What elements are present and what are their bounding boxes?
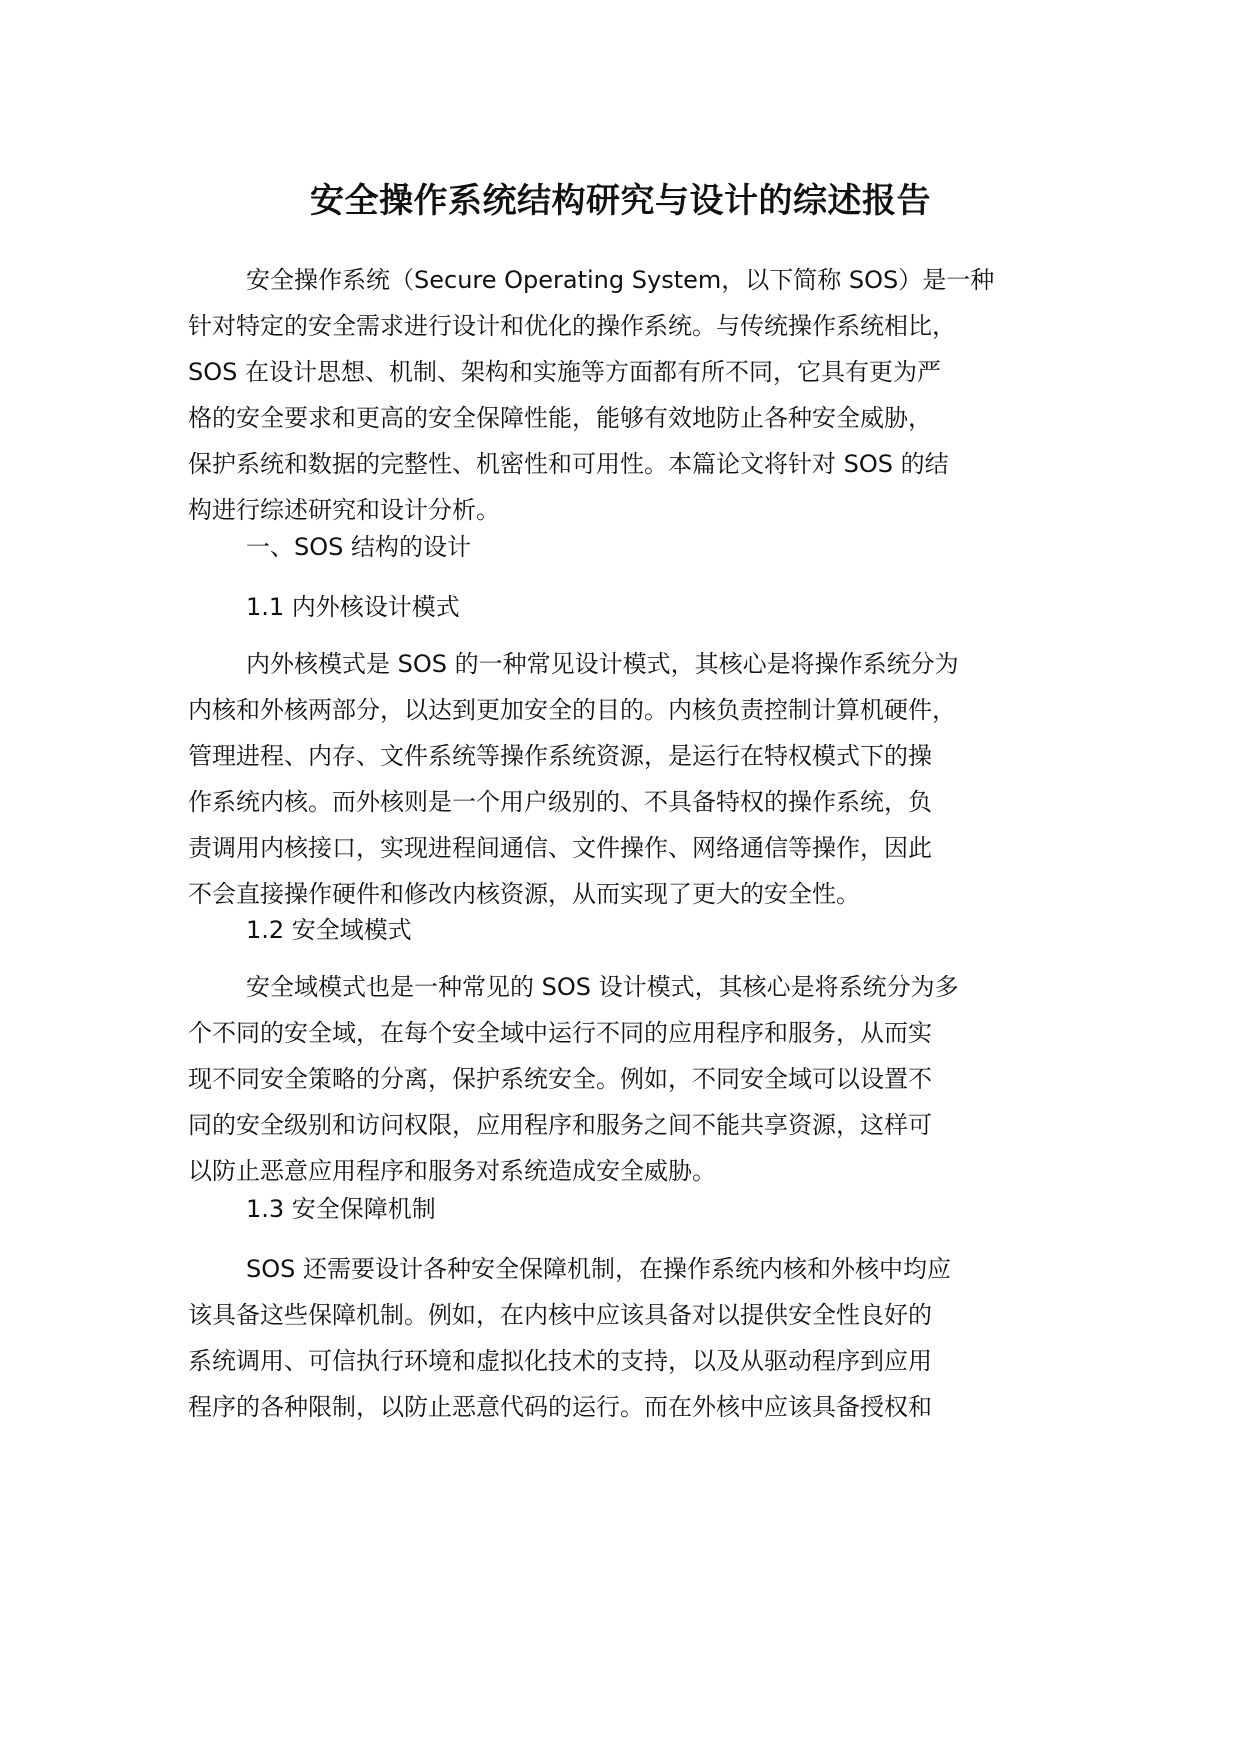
- paragraph-line: 程序的各种限制，以防止恶意代码的运行。而在外核中应该具备授权和: [188, 1393, 932, 1421]
- document-title: 安全操作系统结构研究与设计的综述报告: [310, 181, 931, 221]
- paragraph-line: 管理进程、内存、文件系统等操作系统资源，是运行在特权模式下的操: [188, 742, 932, 770]
- paragraph-line: 现不同安全策略的分离，保护系统安全。例如，不同安全域可以设置不: [188, 1065, 932, 1093]
- paragraph-line: 责调用内核接口，实现进程间通信、文件操作、网络通信等操作，因此: [188, 834, 932, 862]
- paragraph-line: 针对特定的安全需求进行设计和优化的操作系统。与传统操作系统相比，: [188, 312, 956, 340]
- paragraph-line: 内核和外核两部分，以达到更加安全的目的。内核负责控制计算机硬件，: [188, 696, 956, 724]
- section-heading: [188, 524, 1080, 570]
- paragraph-line: 系统调用、可信执行环境和虚拟化技术的支持，以及从驱动程序到应用: [188, 1347, 932, 1375]
- paragraph-line: 保护系统和数据的完整性、机密性和可用性。本篇论文将针对 SOS 的结: [188, 450, 949, 478]
- paragraph-line: 构进行综述研究和设计分析。: [188, 496, 500, 524]
- paragraph-line: 以防止恶意应用程序和服务对系统造成安全威胁。: [188, 1157, 716, 1185]
- paragraph-line: 内外核模式是 SOS 的一种常见设计模式，其核心是将操作系统分为: [246, 650, 959, 678]
- subsection-heading-1-3: [188, 1186, 1080, 1232]
- paragraph-line: 该具备这些保障机制。例如，在内核中应该具备对以提供安全性良好的: [188, 1301, 932, 1329]
- intro-paragraph: [188, 257, 1080, 533]
- paragraph-1-1: [188, 641, 1080, 917]
- paragraph-line: 安全操作系统（Secure Operating System，以下简称 SOS）是一种: [246, 266, 995, 294]
- subsection-heading-text: 1.2 安全域模式: [246, 916, 412, 944]
- paragraph-line: 不会直接操作硬件和修改内核资源，从而实现了更大的安全性。: [188, 880, 860, 908]
- subsection-heading-text: 1.1 内外核设计模式: [246, 593, 460, 621]
- paragraph-line: 安全域模式也是一种常见的 SOS 设计模式，其核心是将系统分为多: [246, 973, 959, 1001]
- paragraph-line: SOS 还需要设计各种安全保障机制，在操作系统内核和外核中均应: [246, 1255, 951, 1283]
- subsection-heading-1-2: [188, 907, 1080, 953]
- paragraph-line: 作系统内核。而外核则是一个用户级别的、不具备特权的操作系统，负: [188, 788, 932, 816]
- section-heading-text: 一、SOS 结构的设计: [246, 533, 471, 561]
- paragraph-1-3: [188, 1246, 1080, 1430]
- paragraph-line: 个不同的安全域，在每个安全域中运行不同的应用程序和服务，从而实: [188, 1019, 932, 1047]
- subsection-heading-1-1: [188, 584, 1080, 630]
- paragraph-line: 同的安全级别和访问权限，应用程序和服务之间不能共享资源，这样可: [188, 1111, 932, 1139]
- paragraph-1-2: [188, 964, 1080, 1194]
- subsection-heading-text: 1.3 安全保障机制: [246, 1195, 436, 1223]
- paragraph-line: 格的安全要求和更高的安全保障性能，能够有效地防止各种安全威胁，: [188, 404, 932, 432]
- paragraph-line: SOS 在设计思想、机制、架构和实施等方面都有所不同，它具有更为严: [188, 358, 941, 386]
